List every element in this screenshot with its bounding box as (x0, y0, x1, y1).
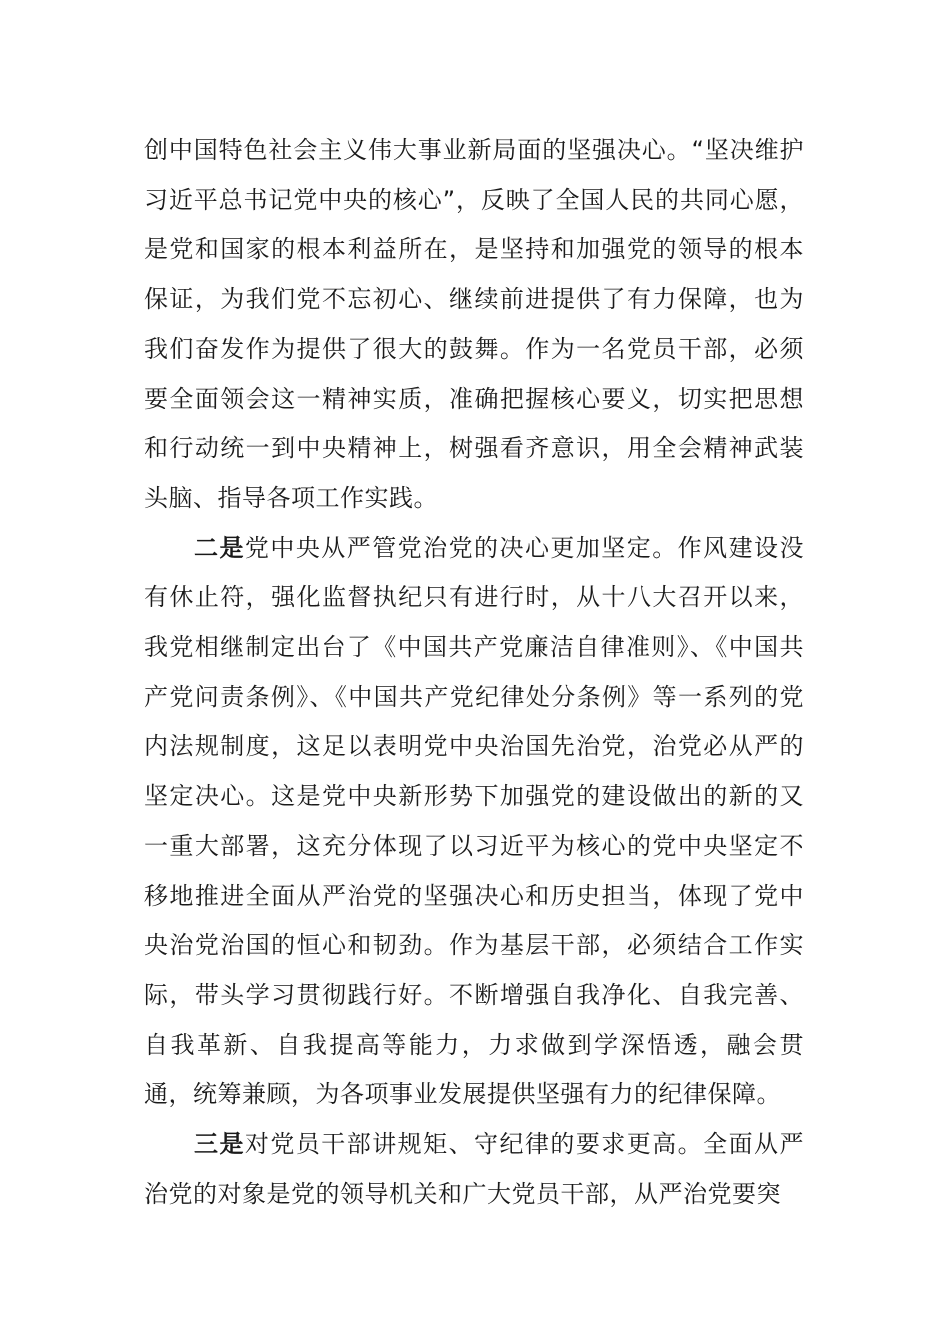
paragraph-2-text: 党中央从严管党治党的决心更加坚定。作风建设没有休止符，强化监督执纪只有进行时，从十八大召开以来，我党相继制定出台了《中国共产党廉洁自律准则》、《中国共产党问责条例》、《中国共产党纪律处分条例》等一系列的党内法规制度，这足以表明党中央治国先治党，治党必从严的坚定决心。这是党中央新形势下加强党的建设做出的新的又一重大部署，这充分体现了以习近平为核心的党中央坚定不移地推进全面从严治党的坚强决心和历史担当，体现了党中央治党治国的恒心和韧劲。作为基层干部，必须结合工作实际，带头学习贯彻践行好。不断增强自我净化、自我完善、自我革新、自我提高等能力，力求做到学深悟透，融会贯通，统筹兼顾，为各项事业发展提供坚强有力的纪律保障。 (144, 533, 805, 1109)
body-text (144, 126, 804, 1219)
paragraph-3 (144, 1120, 804, 1219)
paragraph-3-lead: 三是 (194, 1130, 245, 1159)
paragraph-1-text: 创中国特色社会主义伟大事业新局面的坚强决心。“坚决维护习近平总书记党中央的核心”，反映了全国人民的共同心愿，是党和国家的根本利益所在，是坚持和加强党的领导的根本保证，为我们党不忘初心、继续前进提供了有力保障，也为我们奋发作为提供了很大的鼓舞。作为一名党员干部，必须要全面领会这一精神实质，准确把握核心要义，切实把思想和行动统一到中央精神上，树强看齐意识，用全会精神武装头脑、指导各项工作实践。 (144, 136, 804, 512)
paragraph-1 (144, 126, 804, 524)
paragraph-2 (144, 524, 804, 1120)
paragraph-2-lead: 二是 (194, 533, 245, 562)
paragraph-3-text: 对党员干部讲规矩、守纪律的要求更高。全面从严治党的对象是党的领导机关和广大党员干部，从严治党要突 (144, 1130, 805, 1208)
